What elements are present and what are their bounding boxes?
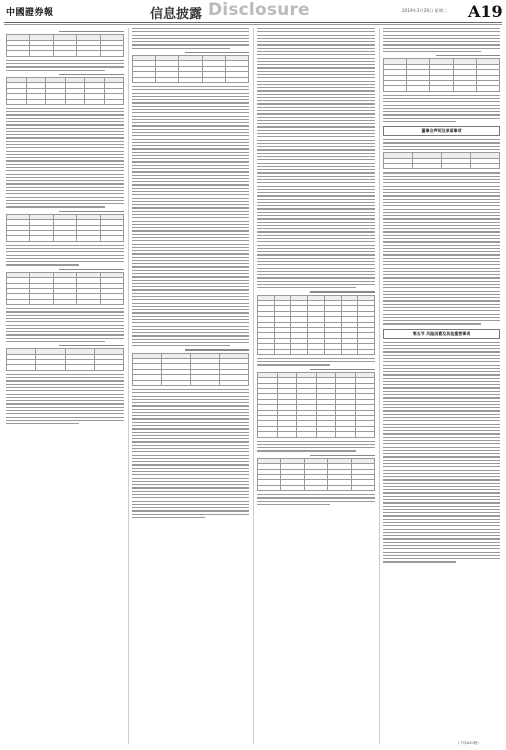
body-paragraph (383, 95, 500, 122)
table-caption (185, 52, 249, 53)
financial-table (257, 372, 375, 438)
text-column-2 (132, 28, 249, 744)
section-heading: 董事会声明及承诺事项 (383, 126, 500, 136)
table-caption (310, 291, 375, 292)
financial-table (132, 353, 249, 386)
text-column-4 (383, 28, 500, 744)
table-caption (310, 455, 375, 456)
section-title: 信息披露 (150, 7, 203, 22)
table-caption (59, 345, 124, 346)
financial-table (6, 214, 124, 242)
financial-table (257, 458, 375, 491)
body-paragraph (6, 374, 124, 424)
financial-table (6, 272, 124, 305)
issue-date: 2019年3月26日 星期二 (402, 8, 448, 13)
table-caption (59, 74, 124, 75)
body-paragraph (383, 172, 500, 324)
body-paragraph (383, 139, 500, 150)
column-divider (128, 28, 129, 744)
table-caption (310, 369, 375, 370)
table-caption (59, 31, 124, 32)
financial-table (6, 77, 124, 105)
body-paragraph (257, 441, 375, 452)
table-caption (59, 211, 124, 212)
body-paragraph (383, 342, 500, 563)
financial-table (257, 295, 375, 355)
table-caption (436, 55, 500, 56)
continued-note: (下转A20版) (458, 741, 479, 745)
column-divider (379, 28, 380, 744)
body-paragraph (257, 358, 375, 366)
page-number: A19 (468, 2, 503, 21)
body-paragraph (257, 494, 375, 505)
masthead-rule (4, 22, 502, 23)
body-paragraph (6, 308, 124, 342)
financial-table (6, 348, 124, 371)
financial-table (6, 34, 124, 57)
body-paragraph (383, 28, 500, 52)
body-paragraph (257, 28, 375, 288)
text-column-3 (257, 28, 375, 744)
table-caption (59, 269, 124, 270)
body-paragraph (132, 389, 249, 518)
newspaper-logo: 中國證券報 (6, 8, 54, 18)
body-paragraph (6, 245, 124, 266)
financial-table (132, 55, 249, 83)
table-caption (185, 349, 249, 350)
masthead-rule-thin (4, 24, 502, 25)
body-paragraph (6, 108, 124, 208)
section-heading: 第五节 风险因素及其他重要事项 (383, 329, 500, 339)
financial-table (383, 58, 500, 91)
body-paragraph (6, 60, 124, 71)
financial-table (383, 152, 500, 169)
body-paragraph (132, 28, 249, 49)
text-column-1 (6, 28, 124, 744)
body-paragraph (132, 86, 249, 346)
masthead (0, 0, 506, 22)
section-title-english: Disclosure (208, 0, 310, 20)
column-divider (253, 28, 254, 744)
